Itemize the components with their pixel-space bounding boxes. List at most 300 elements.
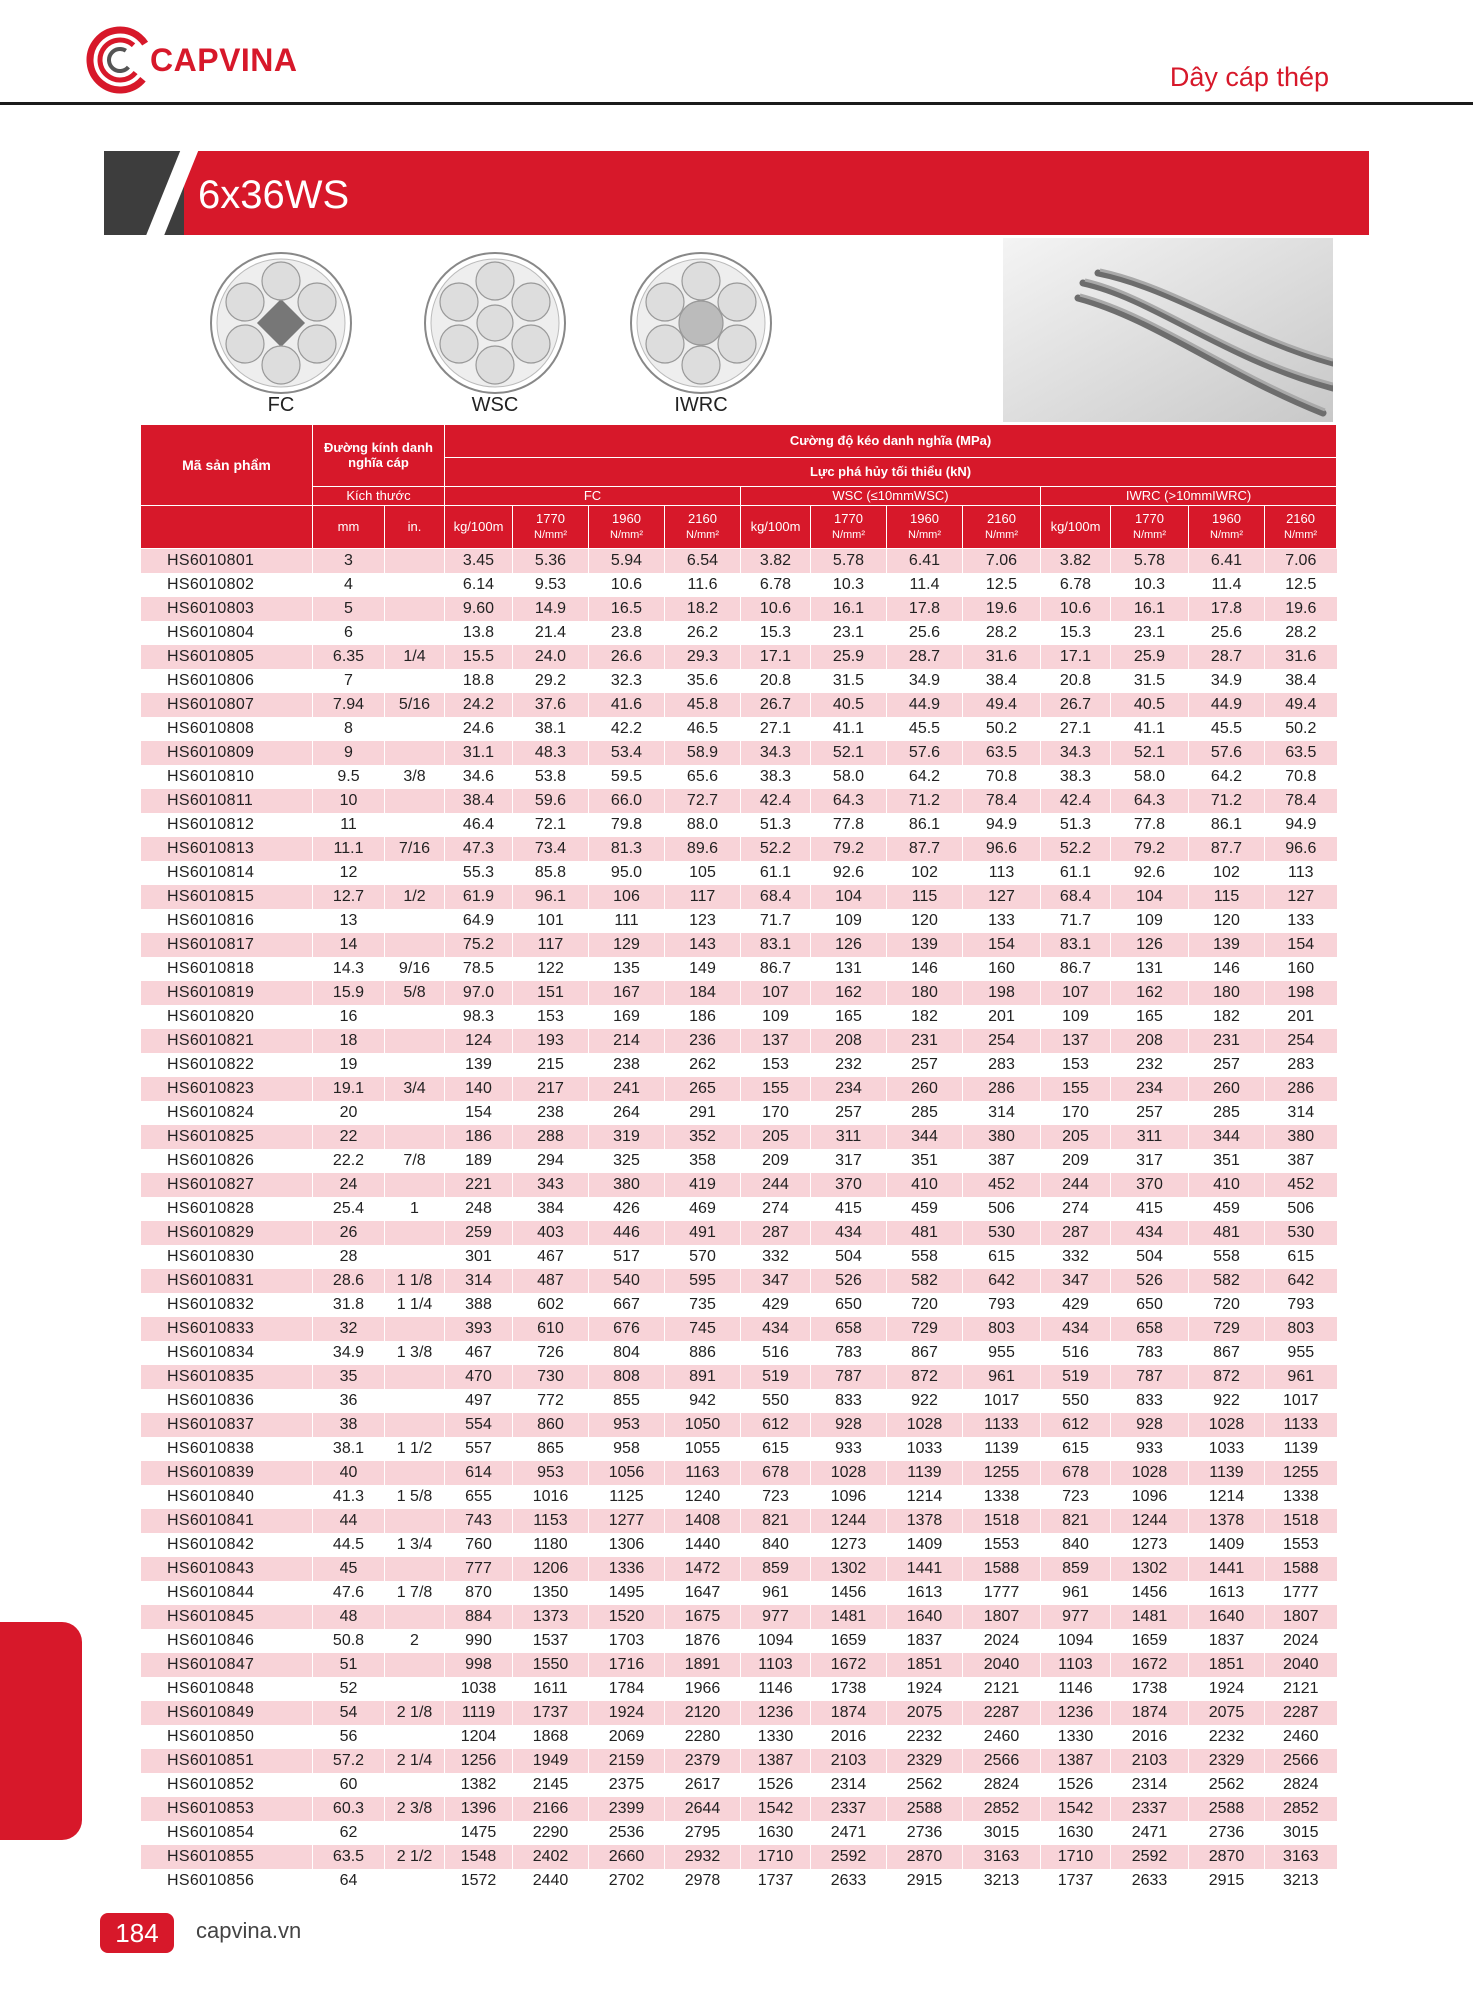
- table-cell: [385, 1821, 445, 1845]
- side-tab: [0, 1622, 82, 1840]
- table-cell: 24.0: [513, 645, 589, 669]
- header-fc-kg: kg/100m: [445, 506, 513, 549]
- table-cell: 21.4: [513, 621, 589, 645]
- grade-unit: N/mm²: [1210, 529, 1243, 541]
- table-cell: 63.5: [963, 741, 1041, 765]
- table-cell: 11.1: [313, 837, 385, 861]
- table-row: [141, 933, 1337, 957]
- table-cell: 22.2: [313, 1149, 385, 1173]
- table-cell: 344: [887, 1125, 963, 1149]
- table-row: [141, 981, 1337, 1005]
- table-cell: 19.6: [1265, 597, 1337, 621]
- table-cell: 415: [1111, 1197, 1189, 1221]
- table-cell: 8: [313, 717, 385, 741]
- table-cell: 107: [1041, 981, 1111, 1005]
- table-cell: [385, 1725, 445, 1749]
- header-fc-1770: [513, 506, 589, 549]
- product-code-cell: HS6010842: [141, 1533, 313, 1557]
- table-cell: 102: [1189, 861, 1265, 885]
- table-cell: 2379: [665, 1749, 741, 1773]
- table-cell: 1837: [887, 1629, 963, 1653]
- table-cell: 1016: [513, 1485, 589, 1509]
- product-code-cell: HS6010843: [141, 1557, 313, 1581]
- table-row: [141, 1173, 1337, 1197]
- table-row: [141, 717, 1337, 741]
- table-cell: 105: [665, 861, 741, 885]
- table-cell: 41.3: [313, 1485, 385, 1509]
- table-row: [141, 1101, 1337, 1125]
- table-cell: 2915: [1189, 1869, 1265, 1893]
- table-cell: 1777: [963, 1581, 1041, 1605]
- table-cell: 859: [741, 1557, 811, 1581]
- table-cell: 109: [1041, 1005, 1111, 1029]
- table-cell: 89.6: [665, 837, 741, 861]
- header-product-code: Mã sản phẩm: [141, 425, 313, 506]
- product-code-cell: HS6010827: [141, 1173, 313, 1197]
- table-cell: 434: [741, 1317, 811, 1341]
- table-cell: 49.4: [1265, 693, 1337, 717]
- table-cell: 167: [589, 981, 665, 1005]
- table-cell: 787: [811, 1365, 887, 1389]
- product-code-cell: HS6010817: [141, 933, 313, 957]
- table-cell: 2016: [811, 1725, 887, 1749]
- table-cell: 469: [665, 1197, 741, 1221]
- table-cell: 234: [811, 1077, 887, 1101]
- table-cell: 3015: [1265, 1821, 1337, 1845]
- table-cell: 1387: [1041, 1749, 1111, 1773]
- table-cell: 51: [313, 1653, 385, 1677]
- table-cell: 170: [741, 1101, 811, 1125]
- table-cell: 380: [963, 1125, 1041, 1149]
- table-cell: 526: [1111, 1269, 1189, 1293]
- table-cell: 22: [313, 1125, 385, 1149]
- table-cell: 1518: [1265, 1509, 1337, 1533]
- product-code-cell: HS6010826: [141, 1149, 313, 1173]
- table-cell: 97.0: [445, 981, 513, 1005]
- table-row: [141, 1701, 1337, 1725]
- header-divider: [0, 102, 1473, 105]
- table-cell: 31.5: [811, 669, 887, 693]
- table-cell: [385, 1317, 445, 1341]
- table-cell: 658: [1111, 1317, 1189, 1341]
- table-cell: [385, 1053, 445, 1077]
- table-cell: 650: [811, 1293, 887, 1317]
- table-cell: 96.1: [513, 885, 589, 909]
- table-cell: 667: [589, 1293, 665, 1317]
- table-cell: 288: [513, 1125, 589, 1149]
- table-cell: 2329: [1189, 1749, 1265, 1773]
- product-code-cell: HS6010811: [141, 789, 313, 813]
- table-cell: 953: [589, 1413, 665, 1437]
- table-cell: 86.7: [1041, 957, 1111, 981]
- table-cell: 459: [1189, 1197, 1265, 1221]
- table-cell: 28.6: [313, 1269, 385, 1293]
- table-cell: 602: [513, 1293, 589, 1317]
- product-code-cell: HS6010852: [141, 1773, 313, 1797]
- table-cell: 55.3: [445, 861, 513, 885]
- table-cell: 1737: [1041, 1869, 1111, 1893]
- table-cell: 285: [887, 1101, 963, 1125]
- table-cell: 977: [741, 1605, 811, 1629]
- table-cell: 1153: [513, 1509, 589, 1533]
- table-cell: 393: [445, 1317, 513, 1341]
- table-cell: 137: [741, 1029, 811, 1053]
- table-cell: 60.3: [313, 1797, 385, 1821]
- table-cell: 517: [589, 1245, 665, 1269]
- product-code-cell: HS6010835: [141, 1365, 313, 1389]
- table-cell: 1891: [665, 1653, 741, 1677]
- table-cell: 347: [1041, 1269, 1111, 1293]
- table-cell: 26: [313, 1221, 385, 1245]
- table-cell: 1640: [887, 1605, 963, 1629]
- table-cell: 42.4: [1041, 789, 1111, 813]
- table-cell: 111: [589, 909, 665, 933]
- table-cell: 186: [665, 1005, 741, 1029]
- table-cell: 1784: [589, 1677, 665, 1701]
- header-inch: in.: [385, 506, 445, 549]
- table-cell: 109: [741, 1005, 811, 1029]
- table-cell: 1214: [887, 1485, 963, 1509]
- table-cell: 735: [665, 1293, 741, 1317]
- table-cell: 1133: [963, 1413, 1041, 1437]
- table-cell: 2232: [887, 1725, 963, 1749]
- table-cell: 429: [741, 1293, 811, 1317]
- table-cell: 36: [313, 1389, 385, 1413]
- table-cell: 1028: [811, 1461, 887, 1485]
- table-cell: 34.6: [445, 765, 513, 789]
- table-cell: 83.1: [1041, 933, 1111, 957]
- table-cell: 32.3: [589, 669, 665, 693]
- table-cell: 96.6: [963, 837, 1041, 861]
- table-cell: 232: [1111, 1053, 1189, 1077]
- table-cell: 3163: [1265, 1845, 1337, 1869]
- table-cell: 78.4: [1265, 789, 1337, 813]
- table-cell: 50.2: [963, 717, 1041, 741]
- table-cell: 872: [887, 1365, 963, 1389]
- table-cell: 2824: [963, 1773, 1041, 1797]
- table-cell: 28.2: [1265, 621, 1337, 645]
- table-cell: 1588: [1265, 1557, 1337, 1581]
- table-cell: 25.9: [1111, 645, 1189, 669]
- table-cell: 86.1: [887, 813, 963, 837]
- table-cell: 519: [1041, 1365, 1111, 1389]
- table-cell: 961: [741, 1581, 811, 1605]
- table-cell: 2232: [1189, 1725, 1265, 1749]
- table-cell: 5/16: [385, 693, 445, 717]
- grade-value: 1960: [612, 511, 641, 527]
- product-code-cell: HS6010821: [141, 1029, 313, 1053]
- grade-value: 2160: [1286, 511, 1315, 527]
- table-cell: 155: [1041, 1077, 1111, 1101]
- table-cell: 61.1: [1041, 861, 1111, 885]
- table-cell: 1146: [741, 1677, 811, 1701]
- table-cell: 40.5: [811, 693, 887, 717]
- table-cell: 1096: [811, 1485, 887, 1509]
- table-cell: 723: [1041, 1485, 1111, 1509]
- table-cell: 52.2: [741, 837, 811, 861]
- table-cell: 726: [513, 1341, 589, 1365]
- table-cell: 3/4: [385, 1077, 445, 1101]
- table-cell: 347: [741, 1269, 811, 1293]
- table-cell: 1330: [741, 1725, 811, 1749]
- product-code-cell: HS6010850: [141, 1725, 313, 1749]
- table-cell: [385, 1245, 445, 1269]
- product-code-cell: HS6010833: [141, 1317, 313, 1341]
- table-cell: 1495: [589, 1581, 665, 1605]
- table-cell: 833: [1111, 1389, 1189, 1413]
- table-cell: 42.2: [589, 717, 665, 741]
- table-cell: 117: [513, 933, 589, 957]
- table-cell: 79.8: [589, 813, 665, 837]
- table-cell: 286: [1265, 1077, 1337, 1101]
- table-row: [141, 885, 1337, 909]
- table-cell: 72.1: [513, 813, 589, 837]
- table-row: [141, 1725, 1337, 1749]
- table-cell: 57.6: [887, 741, 963, 765]
- table-cell: 57.2: [313, 1749, 385, 1773]
- table-cell: 52: [313, 1677, 385, 1701]
- table-cell: 2566: [1265, 1749, 1337, 1773]
- table-cell: 17.1: [1041, 645, 1111, 669]
- category-title: Dây cáp thép: [1169, 62, 1329, 92]
- table-cell: 2932: [665, 1845, 741, 1869]
- table-cell: 1672: [1111, 1653, 1189, 1677]
- table-row: [141, 1149, 1337, 1173]
- table-cell: 865: [513, 1437, 589, 1461]
- product-code-cell: HS6010802: [141, 573, 313, 597]
- table-cell: 961: [1265, 1365, 1337, 1389]
- table-cell: 95.0: [589, 861, 665, 885]
- table-cell: 109: [1111, 909, 1189, 933]
- table-cell: 928: [1111, 1413, 1189, 1437]
- table-cell: 1553: [1265, 1533, 1337, 1557]
- table-cell: 10.3: [1111, 573, 1189, 597]
- product-code-cell: HS6010820: [141, 1005, 313, 1029]
- table-cell: 506: [963, 1197, 1041, 1221]
- table-cell: 2702: [589, 1869, 665, 1893]
- table-cell: 554: [445, 1413, 513, 1437]
- table-cell: [385, 669, 445, 693]
- table-cell: 1440: [665, 1533, 741, 1557]
- table-cell: 52.1: [1111, 741, 1189, 765]
- table-cell: 6.35: [313, 645, 385, 669]
- table-cell: 434: [1111, 1221, 1189, 1245]
- grade-value: 1770: [834, 511, 863, 527]
- table-cell: 56: [313, 1725, 385, 1749]
- wire-rope-photo: [1003, 238, 1333, 422]
- table-cell: [385, 717, 445, 741]
- table-cell: 169: [589, 1005, 665, 1029]
- table-cell: 1874: [1111, 1701, 1189, 1725]
- product-code-cell: HS6010853: [141, 1797, 313, 1821]
- table-cell: 151: [513, 981, 589, 1005]
- table-cell: 180: [1189, 981, 1265, 1005]
- table-cell: 351: [1189, 1149, 1265, 1173]
- table-cell: 231: [1189, 1029, 1265, 1053]
- product-code-cell: HS6010832: [141, 1293, 313, 1317]
- table-cell: 872: [1189, 1365, 1265, 1389]
- table-cell: 94.9: [963, 813, 1041, 837]
- table-cell: 285: [1189, 1101, 1265, 1125]
- table-cell: 2660: [589, 1845, 665, 1869]
- table-cell: 35.6: [665, 669, 741, 693]
- table-cell: 51.3: [1041, 813, 1111, 837]
- table-cell: 1055: [665, 1437, 741, 1461]
- table-cell: 1094: [1041, 1629, 1111, 1653]
- table-cell: 891: [665, 1365, 741, 1389]
- table-cell: 25.6: [1189, 621, 1265, 645]
- iwrc-label: IWRC: [674, 394, 728, 416]
- table-cell: 1553: [963, 1533, 1041, 1557]
- table-cell: 772: [513, 1389, 589, 1413]
- table-cell: 961: [963, 1365, 1041, 1389]
- table-cell: 1659: [1111, 1629, 1189, 1653]
- product-code-cell: HS6010818: [141, 957, 313, 981]
- table-cell: [385, 1653, 445, 1677]
- table-cell: 29.2: [513, 669, 589, 693]
- header-size: Kích thước: [313, 487, 445, 506]
- table-cell: 71.2: [887, 789, 963, 813]
- product-title: 6x36WS: [198, 173, 350, 217]
- table-cell: 1611: [513, 1677, 589, 1701]
- table-cell: 143: [665, 933, 741, 957]
- table-cell: 274: [741, 1197, 811, 1221]
- table-cell: 1672: [811, 1653, 887, 1677]
- table-cell: 821: [741, 1509, 811, 1533]
- table-row: [141, 1845, 1337, 1869]
- table-cell: 2978: [665, 1869, 741, 1893]
- table-cell: 254: [963, 1029, 1041, 1053]
- table-cell: 2592: [811, 1845, 887, 1869]
- table-cell: 248: [445, 1197, 513, 1221]
- table-cell: 452: [1265, 1173, 1337, 1197]
- table-cell: 16.1: [811, 597, 887, 621]
- table-row: [141, 1773, 1337, 1797]
- table-cell: 45.8: [665, 693, 741, 717]
- table-cell: 955: [1265, 1341, 1337, 1365]
- table-cell: 38.3: [741, 765, 811, 789]
- table-cell: 803: [1265, 1317, 1337, 1341]
- table-row: [141, 1869, 1337, 1893]
- table-cell: 388: [445, 1293, 513, 1317]
- table-row: [141, 1677, 1337, 1701]
- page-number: 184: [100, 1913, 174, 1953]
- product-code-cell: HS6010828: [141, 1197, 313, 1221]
- table-cell: 467: [513, 1245, 589, 1269]
- table-cell: 519: [741, 1365, 811, 1389]
- table-cell: 154: [1265, 933, 1337, 957]
- table-cell: 283: [963, 1053, 1041, 1077]
- table-cell: 642: [1265, 1269, 1337, 1293]
- table-cell: 2870: [887, 1845, 963, 1869]
- table-cell: 550: [1041, 1389, 1111, 1413]
- table-cell: 34.3: [1041, 741, 1111, 765]
- table-cell: 570: [665, 1245, 741, 1269]
- table-cell: 344: [1189, 1125, 1265, 1149]
- table-row: [141, 1821, 1337, 1845]
- table-cell: 264: [589, 1101, 665, 1125]
- table-row: [141, 1629, 1337, 1653]
- table-cell: 777: [445, 1557, 513, 1581]
- table-cell: 286: [963, 1077, 1041, 1101]
- table-cell: 1350: [513, 1581, 589, 1605]
- table-cell: 2375: [589, 1773, 665, 1797]
- table-cell: 209: [741, 1149, 811, 1173]
- table-row: [141, 597, 1337, 621]
- table-cell: 452: [963, 1173, 1041, 1197]
- logo-text: CAPVINA: [150, 42, 298, 78]
- table-cell: 558: [887, 1245, 963, 1269]
- table-cell: 1 1/8: [385, 1269, 445, 1293]
- table-cell: 162: [1111, 981, 1189, 1005]
- table-cell: 44.9: [1189, 693, 1265, 717]
- table-cell: 7/16: [385, 837, 445, 861]
- table-cell: 24.6: [445, 717, 513, 741]
- product-code-cell: HS6010804: [141, 621, 313, 645]
- table-cell: [385, 1125, 445, 1149]
- table-cell: 2 1/4: [385, 1749, 445, 1773]
- table-cell: 10: [313, 789, 385, 813]
- table-cell: 1 3/8: [385, 1341, 445, 1365]
- table-cell: 45.5: [887, 717, 963, 741]
- product-code-cell: HS6010815: [141, 885, 313, 909]
- table-cell: 1966: [665, 1677, 741, 1701]
- table-cell: 257: [887, 1053, 963, 1077]
- table-cell: 558: [1189, 1245, 1265, 1269]
- table-cell: 410: [887, 1173, 963, 1197]
- header-iwrc-kg: kg/100m: [1041, 506, 1111, 549]
- header-fc: FC: [445, 487, 741, 506]
- header-blank: [141, 506, 313, 549]
- table-cell: 234: [1111, 1077, 1189, 1101]
- table-cell: 2280: [665, 1725, 741, 1749]
- grade-value: 1960: [1212, 511, 1241, 527]
- table-cell: 16.1: [1111, 597, 1189, 621]
- table-cell: 1163: [665, 1461, 741, 1485]
- table-cell: 129: [589, 933, 665, 957]
- table-row: [141, 741, 1337, 765]
- table-cell: 942: [665, 1389, 741, 1413]
- table-row: [141, 1605, 1337, 1629]
- table-cell: 58.0: [811, 765, 887, 789]
- table-cell: [385, 789, 445, 813]
- product-code-cell: HS6010838: [141, 1437, 313, 1461]
- table-cell: 6: [313, 621, 385, 645]
- table-cell: 193: [513, 1029, 589, 1053]
- table-row: [141, 1029, 1337, 1053]
- table-cell: 115: [887, 885, 963, 909]
- table-cell: 676: [589, 1317, 665, 1341]
- table-cell: 729: [887, 1317, 963, 1341]
- table-cell: 497: [445, 1389, 513, 1413]
- table-cell: 933: [811, 1437, 887, 1461]
- fc-cross-section-icon: [206, 248, 356, 398]
- table-row: [141, 549, 1337, 574]
- table-cell: 182: [887, 1005, 963, 1029]
- website-link[interactable]: capvina.vn: [196, 1918, 302, 1943]
- table-cell: 3163: [963, 1845, 1041, 1869]
- product-code-cell: HS6010801: [141, 549, 313, 574]
- table-cell: 1924: [589, 1701, 665, 1725]
- table-cell: 1716: [589, 1653, 665, 1677]
- table-cell: 123: [665, 909, 741, 933]
- table-cell: 582: [1189, 1269, 1265, 1293]
- table-cell: 504: [811, 1245, 887, 1269]
- table-cell: 2069: [589, 1725, 665, 1749]
- table-cell: 48: [313, 1605, 385, 1629]
- table-cell: 470: [445, 1365, 513, 1389]
- product-code-cell: HS6010855: [141, 1845, 313, 1869]
